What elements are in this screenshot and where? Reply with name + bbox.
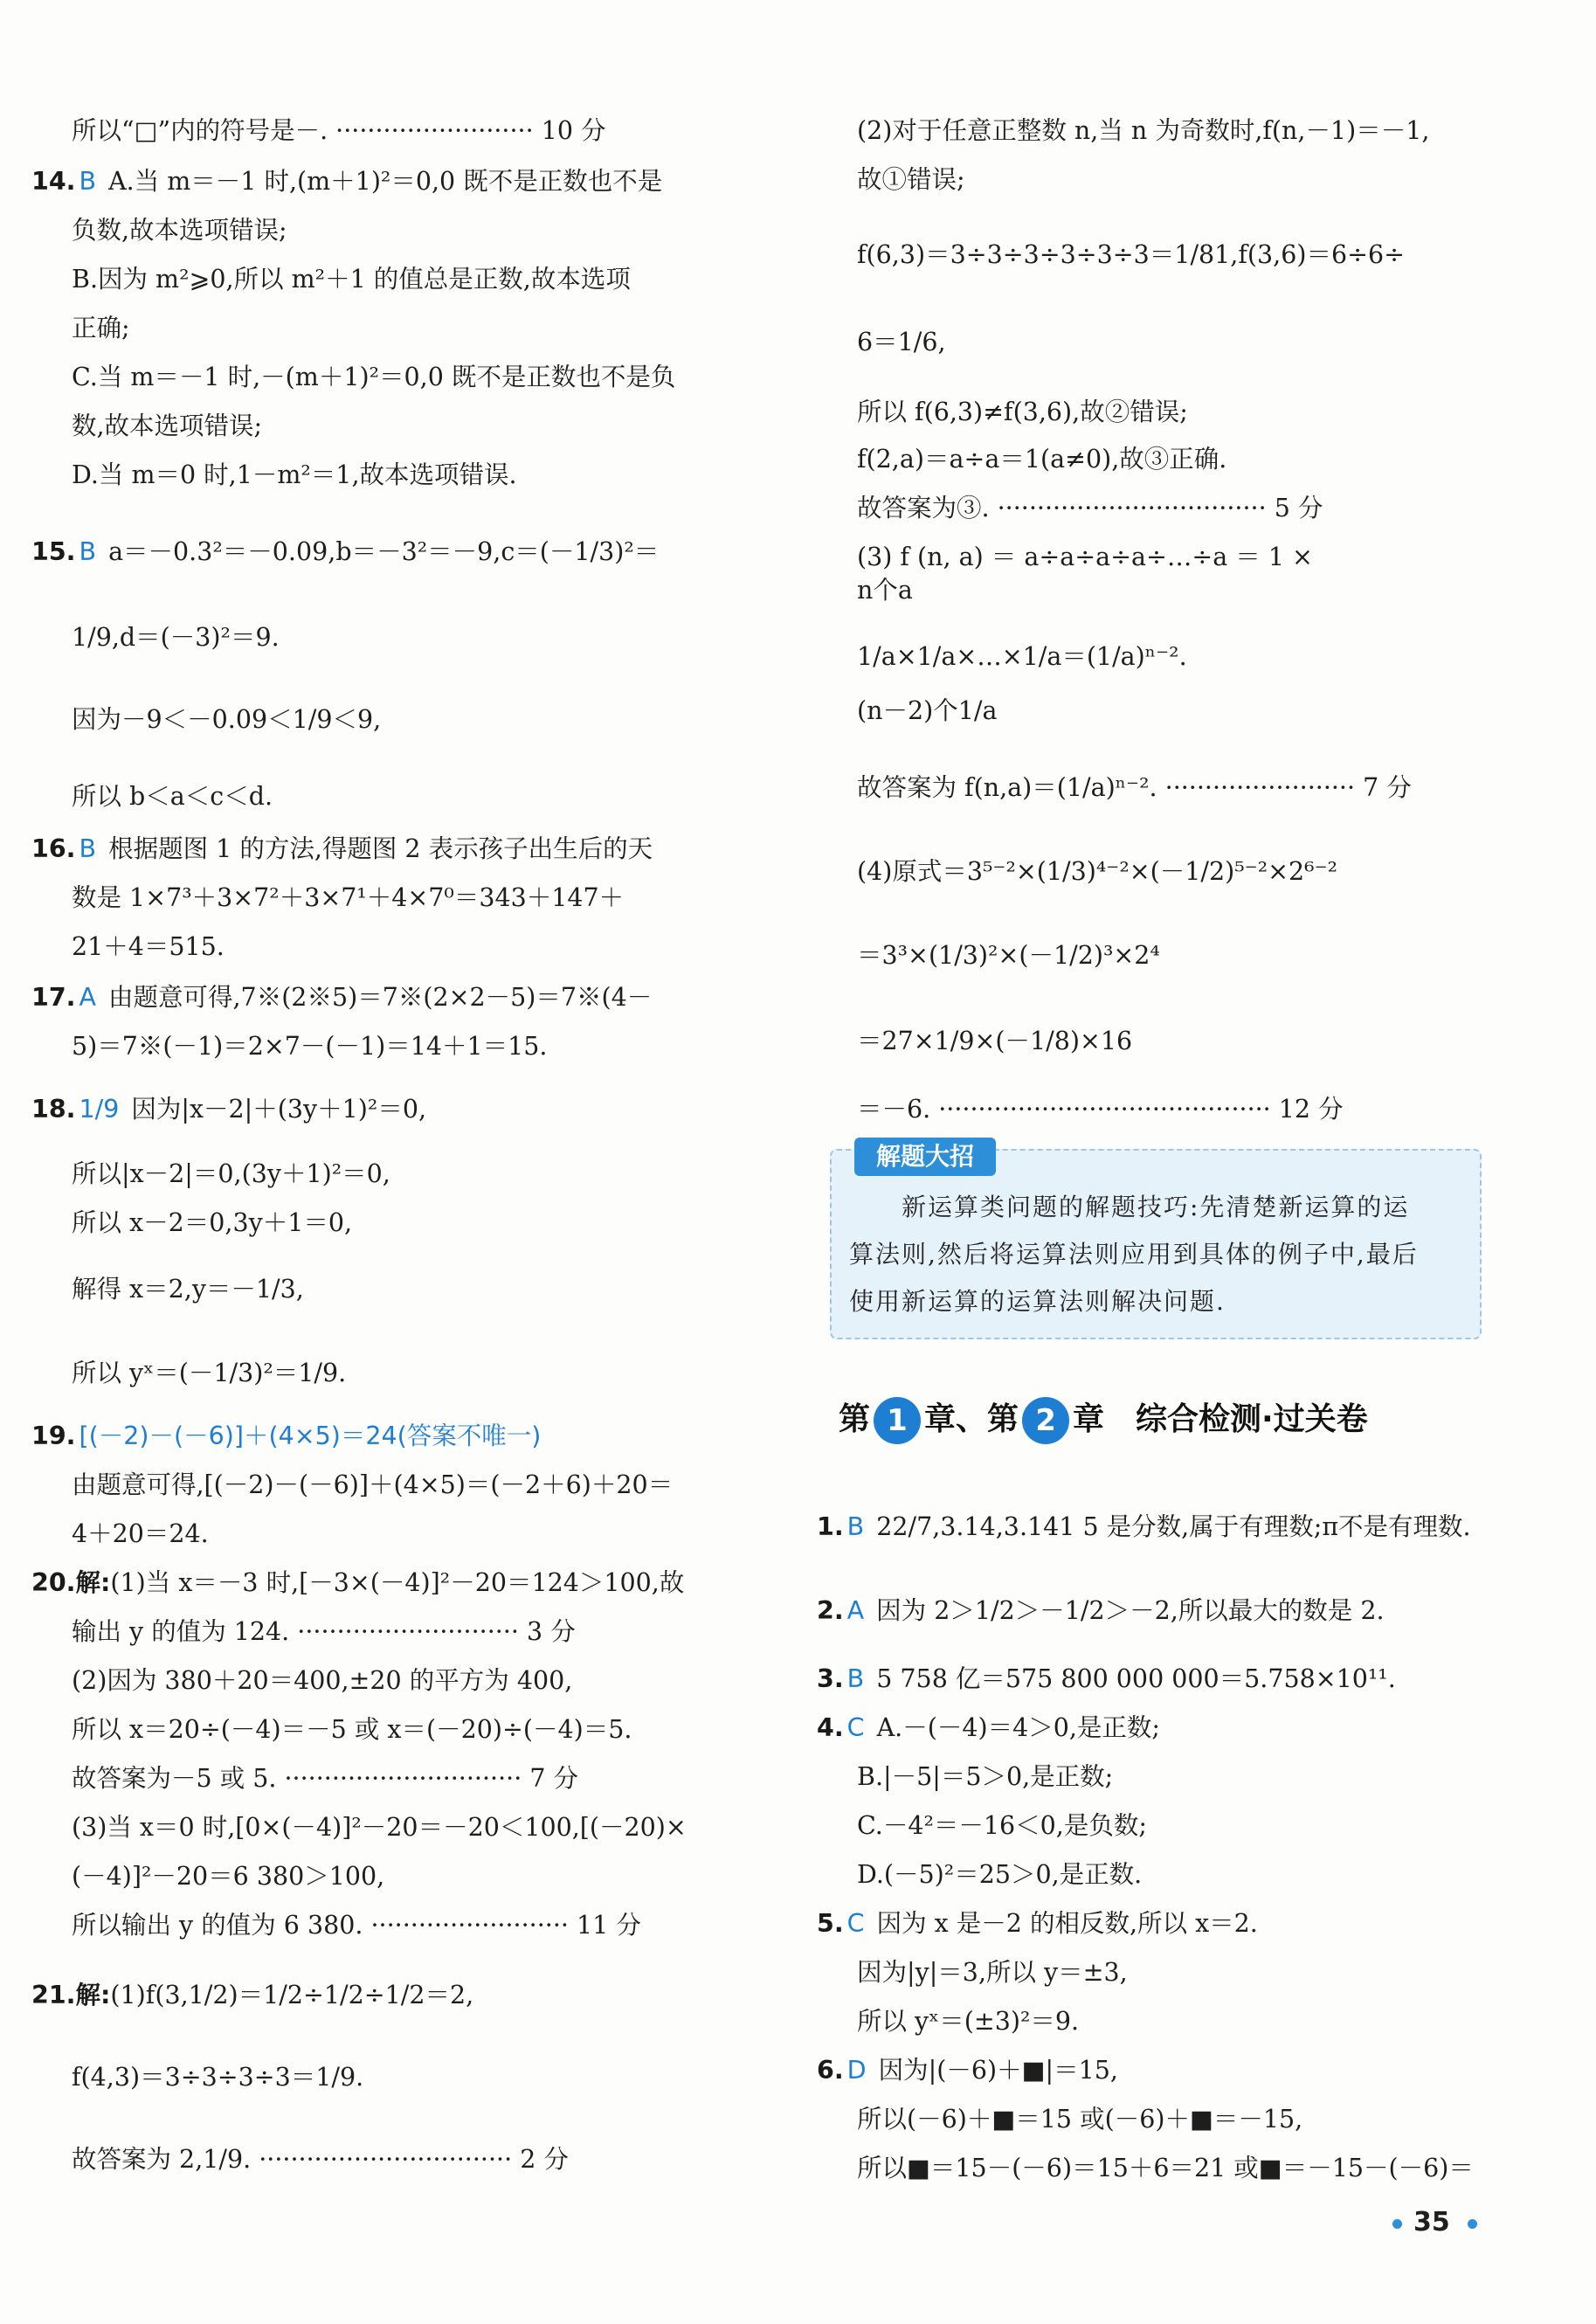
line-text: 故答案为③. ·································· 5 分 <box>857 494 1323 522</box>
line-text: A.当 m＝－1 时,(m＋1)²＝0,0 既不是正数也不是 <box>108 167 663 196</box>
answer-line <box>857 938 1160 973</box>
line-text: 22/7,3.14,3.141 5 是分数,属于有理数;π不是有理数. <box>876 1512 1471 1541</box>
answer-line <box>857 2004 1079 2039</box>
question-number: 14. <box>31 167 76 196</box>
line-text: 6＝1/6, <box>857 328 946 356</box>
line-text: 数,故本选项错误; <box>72 412 263 440</box>
answer-line <box>72 114 606 149</box>
answer-line <box>817 1662 1396 1697</box>
line-text: 4＋20＝24. <box>72 1519 209 1548</box>
answer-line <box>31 1092 426 1127</box>
answer-line <box>857 1857 1142 1892</box>
answer-line <box>72 1761 578 1796</box>
answer-line <box>857 491 1323 526</box>
tip-line: 新运算类问题的解题技巧:先清楚新运算的运 <box>849 1193 1410 1221</box>
line-text: 故答案为－5 或 5. ······························ 7 分 <box>72 1764 579 1793</box>
line-text: 数是 1×7³＋3×7²＋3×7¹＋4×7⁰＝343＋147＋ <box>72 883 625 912</box>
answer-key: B <box>79 167 97 196</box>
question-number: 5. <box>817 1909 844 1938</box>
answer-line <box>817 1594 1385 1629</box>
answer-key: B <box>79 537 97 566</box>
answer-line <box>857 1809 1147 1843</box>
answer-line <box>857 2151 1474 2186</box>
answer-line <box>857 573 913 608</box>
line-text: 因为|y|＝3,所以 y＝±3, <box>857 1958 1128 1987</box>
answer-line <box>72 360 675 395</box>
answer-line <box>31 1978 473 2013</box>
line-text: f(6,3)＝3÷3÷3÷3÷3÷3＝1/81,f(3,6)＝6÷6÷ <box>857 240 1406 269</box>
answer-line <box>857 395 1188 430</box>
answer-line <box>72 1468 673 1503</box>
line-text: 正确; <box>72 314 130 342</box>
line-text: 1/9,d＝(－3)²＝9. <box>72 623 280 652</box>
line-text: (1)当 x＝－3 时,[－3×(－4)]²－20＝124＞100,故 <box>110 1568 685 1597</box>
answer-line <box>72 1810 687 1845</box>
answer-line <box>31 980 652 1015</box>
answer-line <box>817 1711 1160 1746</box>
line-text: 所以■＝15－(－6)＝15＋6＝21 或■＝－15－(－6)＝ <box>857 2154 1474 2182</box>
line-text: ＝－6. ·········································· 12 分 <box>857 1095 1344 1124</box>
chapter-number-badge: 1 <box>874 1397 921 1444</box>
line-text: 故答案为 2,1/9. ································ 2 分 <box>72 2145 569 2174</box>
line-text: 所以 x－2＝0,3y＋1＝0, <box>72 1208 353 1237</box>
answer-line <box>31 164 662 199</box>
line-text: 21＋4＝515. <box>72 932 225 961</box>
answer-line <box>857 1760 1113 1795</box>
answer-line <box>857 163 965 197</box>
answer-line <box>72 1663 572 1698</box>
question-number: 20. <box>31 1568 76 1597</box>
answer-line <box>31 535 659 570</box>
line-text: 因为 2＞1/2＞－1/2＞－2,所以最大的数是 2. <box>876 1596 1385 1625</box>
solution-label: 解: <box>75 1568 111 1597</box>
answer-line <box>857 1092 1344 1127</box>
line-text: D.当 m＝0 时,1－m²＝1,故本选项错误. <box>72 460 517 489</box>
answer-line <box>72 1908 641 1943</box>
answer-line <box>72 1615 576 1650</box>
question-number: 4. <box>817 1713 844 1742</box>
line-text: a＝－0.3²＝－0.09,b＝－3²＝－9,c＝(－1/3)²＝ <box>108 537 660 566</box>
tip-tag: 解题大招 <box>854 1138 996 1176</box>
line-text: (2)因为 380＋20＝400,±20 的平方为 400, <box>72 1666 573 1695</box>
line-text: 故①错误; <box>857 165 965 194</box>
answer-line <box>72 1029 548 1064</box>
line-text: (4)原式＝3⁵⁻²×(1/3)⁴⁻²×(－1/2)⁵⁻²×2⁶⁻² <box>857 857 1338 886</box>
line-text: 所以 f(6,3)≠f(3,6),故②错误; <box>857 398 1188 426</box>
line-text: 根据题图 1 的方法,得题图 2 表示孩子出生后的天 <box>108 834 653 863</box>
line-text: f(2,a)＝a÷a＝1(a≠0),故③正确. <box>857 445 1227 474</box>
line-text: 5 758 亿＝575 800 000 000＝5.758×10¹¹. <box>876 1664 1396 1693</box>
answer-line <box>857 640 1187 674</box>
line-text: n个a <box>857 576 913 605</box>
answer-line <box>857 1024 1132 1059</box>
answer-line <box>72 1157 390 1192</box>
line-text: 所以“□”内的符号是－. ························· 10 分 <box>72 116 606 145</box>
answer-line <box>72 1712 632 1747</box>
answer-line <box>72 262 631 297</box>
question-number: 16. <box>31 834 76 863</box>
line-text: 故答案为 f(n,a)＝(1/a)ⁿ⁻². ························ 7 分 <box>857 773 1412 802</box>
answer-key: A <box>846 1596 865 1625</box>
heading-middle: 章、第 <box>924 1401 1019 1437</box>
answer-line <box>857 2102 1302 2137</box>
question-number: 18. <box>31 1095 76 1124</box>
answer-line <box>857 854 1337 889</box>
answer-line <box>72 458 517 493</box>
answer-line <box>857 540 1313 575</box>
answer-key: [(－2)－(－6)]＋(4×5)＝24(答案不唯一) <box>79 1421 542 1450</box>
answer-line <box>72 311 130 346</box>
line-text: (3)当 x＝0 时,[0×(－4)]²－20＝－20＜100,[(－20)× <box>72 1813 687 1842</box>
line-text: ＝3³×(1/3)²×(－1/2)³×2⁴ <box>857 941 1160 970</box>
line-text: 所以 yˣ＝(±3)²＝9. <box>857 2007 1080 2036</box>
question-number: 3. <box>817 1664 844 1693</box>
line-text: ＝27×1/9×(－1/8)×16 <box>857 1027 1133 1055</box>
answer-line <box>72 1517 209 1552</box>
question-number: 21. <box>31 1981 76 2009</box>
heading-prefix: 第 <box>839 1401 871 1437</box>
answer-line <box>72 1206 352 1241</box>
answer-line <box>72 409 262 444</box>
answer-key: B <box>846 1664 865 1693</box>
line-text: 所以输出 y 的值为 6 380. ························· 11 分 <box>72 1911 641 1940</box>
line-text: 所以 b＜a＜c＜d. <box>72 782 273 811</box>
answer-line <box>72 1859 384 1894</box>
line-text: (－4)]²－20＝6 380＞100, <box>72 1862 385 1891</box>
answer-line <box>857 694 997 729</box>
answer-line <box>72 2060 363 2095</box>
heading-suffix: 章 综合检测·过关卷 <box>1073 1401 1368 1437</box>
line-text: f(4,3)＝3÷3÷3÷3＝1/9. <box>72 2063 364 2092</box>
answer-line <box>72 702 381 737</box>
line-text: 所以 yˣ＝(－1/3)²＝1/9. <box>72 1359 347 1387</box>
line-text: 因为|x－2|＋(3y＋1)²＝0, <box>131 1095 427 1124</box>
answer-line <box>72 2142 569 2177</box>
line-text: C.当 m＝－1 时,－(m＋1)²＝0,0 既不是正数也不是负 <box>72 363 676 391</box>
page-number: 35 <box>1413 2207 1450 2238</box>
answer-line <box>31 832 653 867</box>
answer-line <box>817 1906 1258 1941</box>
question-number: 1. <box>817 1512 844 1541</box>
question-number: 6. <box>817 2056 844 2085</box>
answer-line <box>72 213 287 248</box>
line-text: 所以 x＝20÷(－4)＝－5 或 x＝(－20)÷(－4)＝5. <box>72 1715 632 1744</box>
answer-key: B <box>79 834 97 863</box>
line-text: B.|－5|＝5＞0,是正数; <box>857 1762 1114 1791</box>
line-text: (n－2)个1/a <box>857 696 998 725</box>
tip-line: 算法则,然后将运算法则应用到具体的例子中,最后 <box>849 1240 1419 1269</box>
line-text: (1)f(3,1/2)＝1/2÷1/2÷1/2＝2, <box>110 1981 474 2009</box>
footer-dot <box>1392 2219 1402 2229</box>
answer-line <box>857 325 946 360</box>
answer-line <box>817 1510 1471 1545</box>
answer-line <box>857 114 1429 149</box>
answer-line <box>72 881 624 916</box>
line-text: 5)＝7※(－1)＝2×7－(－1)＝14＋1＝15. <box>72 1032 548 1061</box>
answer-line <box>72 930 225 965</box>
line-text: 所以|x－2|＝0,(3y＋1)²＝0, <box>72 1159 390 1188</box>
answer-line <box>72 779 273 814</box>
question-number: 15. <box>31 537 76 566</box>
line-text: B.因为 m²⩾0,所以 m²＋1 的值总是正数,故本选项 <box>72 265 631 294</box>
section-heading <box>839 1389 1368 1450</box>
line-text: 1/a×1/a×…×1/a＝(1/a)ⁿ⁻². <box>857 642 1187 671</box>
chapter-number-badge: 2 <box>1022 1397 1069 1444</box>
solution-label: 解: <box>75 1981 111 2009</box>
answer-line <box>857 1955 1128 1990</box>
line-text: D.(－5)²＝25＞0,是正数. <box>857 1860 1143 1889</box>
answer-line <box>72 1272 304 1307</box>
tip-line: 使用新运算的运算法则解决问题. <box>849 1287 1226 1316</box>
answer-line <box>31 1419 553 1454</box>
answer-line <box>72 1356 346 1391</box>
line-text: 解得 x＝2,y＝－1/3, <box>72 1275 304 1304</box>
question-number: 19. <box>31 1421 76 1450</box>
question-number: 2. <box>817 1596 844 1625</box>
answer-line <box>857 238 1405 273</box>
answer-line <box>857 442 1226 477</box>
answer-key: C <box>846 1909 865 1938</box>
line-text: 由题意可得,7※(2※5)＝7※(2×2－5)＝7※(4－ <box>108 983 653 1012</box>
answer-line <box>31 1566 684 1601</box>
line-text: 因为|(－6)＋■|＝15, <box>878 2056 1118 2085</box>
answer-line <box>857 771 1412 806</box>
answer-key: A <box>79 983 96 1012</box>
answer-key: 1/9 <box>79 1095 120 1124</box>
line-text: A.－(－4)＝4＞0,是正数; <box>876 1713 1161 1742</box>
answer-line <box>72 620 280 655</box>
line-text: 因为 x 是－2 的相反数,所以 x＝2. <box>876 1909 1258 1938</box>
footer-dot <box>1468 2219 1477 2229</box>
line-text: 因为－9＜－0.09＜1/9＜9, <box>72 705 382 734</box>
answer-key: D <box>846 2056 867 2085</box>
line-text: 所以(－6)＋■＝15 或(－6)＋■＝－15, <box>857 2105 1303 2134</box>
line-text: 由题意可得,[(－2)－(－6)]＋(4×5)＝(－2＋6)＋20＝ <box>72 1470 674 1499</box>
line-text: 输出 y 的值为 124. ···························· 3 分 <box>72 1617 576 1646</box>
line-text: C.－4²＝－16＜0,是负数; <box>857 1811 1147 1840</box>
line-text: (2)对于任意正整数 n,当 n 为奇数时,f(n,－1)＝－1, <box>857 116 1430 145</box>
line-text: 负数,故本选项错误; <box>72 216 287 245</box>
answer-key: B <box>846 1512 865 1541</box>
answer-line <box>817 2053 1118 2088</box>
question-number: 17. <box>31 983 76 1012</box>
line-text: (3) f (n, a) ＝ a÷a÷a÷a÷…÷a ＝ 1 × <box>857 543 1313 571</box>
answer-key: C <box>846 1713 865 1742</box>
